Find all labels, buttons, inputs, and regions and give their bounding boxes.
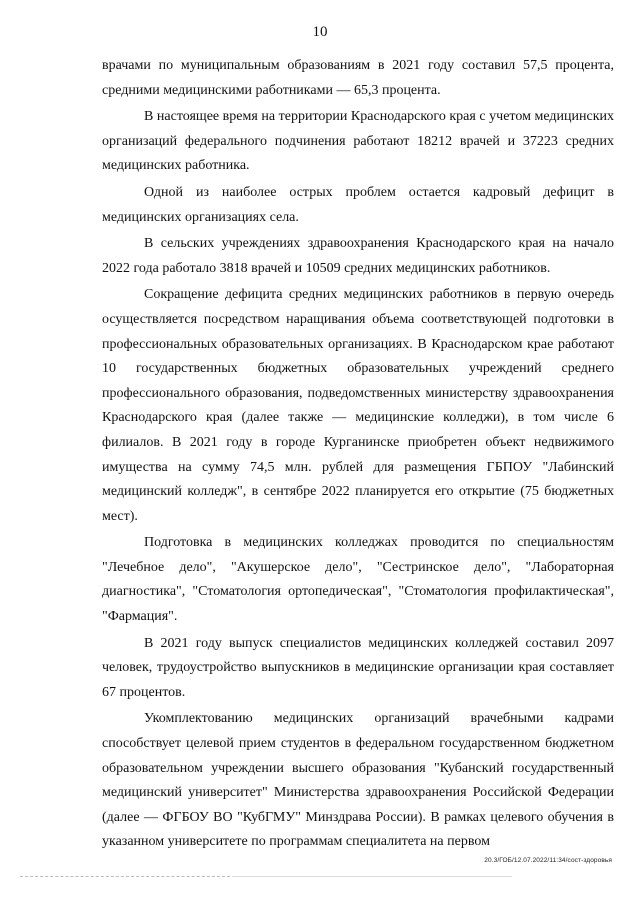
document-footer-code: 20.3/ГОБ/12.07.2022/11:34/сост-здоровья <box>484 857 612 864</box>
paragraph-staff-count: В настоящее время на территории Краснодарского края с учетом медицинских организаций федерального подчинения работают 18212 врачей и 37223 средних медицинских работника. <box>102 109 614 174</box>
scan-artifact-line <box>20 876 230 877</box>
paragraph-rural-institutions: В сельских учреждениях здравоохранения Краснодарского края на начало 2022 года работало 3818 врачей и 10509 средних медицинских работников. <box>102 236 614 276</box>
paragraph-continuation: врачами по муниципальным образованиям в 2021 году составил 57,5 процента, средними медицинскими работниками — 65,3 процента. <box>102 58 614 98</box>
page-number: 10 <box>312 24 328 40</box>
paragraph-targeted-admission: Укомплектованию медицинских организаций врачебными кадрами способствует целевой прием студентов в федеральном государственном бюджетном образовательном учреждении высшего образования "Кубанский государственный медицинский университет" Министерства здравоохранения Российской Федерации (далее — ФГБОУ ВО "КубГМУ" Минздрава России). В рамках целевого обучения в указанном университете по программам специалитета на первом <box>102 711 614 850</box>
paragraph-rural-deficit: Одной из наиболее острых проблем остается кадровый дефицит в медицинских организациях села. <box>102 184 614 225</box>
paragraph-specialties: Подготовка в медицинских колледжах проводится по специальностям "Лечебное дело", "Акушерское дело", "Сестринское дело", "Лабораторная диагностика", "Стоматология ортопедическая", "Стоматология профилактическая", "Фармация". <box>102 535 614 625</box>
paragraph-colleges: Сокращение дефицита средних медицинских работников в первую очередь осуществляется посредством наращивания объема соответствующей подготовки в профессиональных образовательных организациях. В Краснодарском крае работают 10 государственных бюджетных образовательных учреждений среднего профессионального образования, подведомственных министерству здравоохранения Краснодарского края (далее также — медицинские колледжи), в том числе 6 филиалов. В 2021 году в городе Курганинске приобретен объект недвижимого имущества на сумму 74,5 млн. рублей для размещения ГБПОУ "Лабинский медицинский колледж", в сентябре 2022 планируется его открытие (75 бюджетных мест). <box>102 287 614 524</box>
paragraph-graduates: В 2021 году выпуск специалистов медицинских колледжей составил 2097 человек, трудоустройство выпускников в медицинские организации края составляет 67 процентов. <box>102 635 614 700</box>
document-body <box>102 54 614 855</box>
scan-artifact-line-faint <box>232 876 512 877</box>
